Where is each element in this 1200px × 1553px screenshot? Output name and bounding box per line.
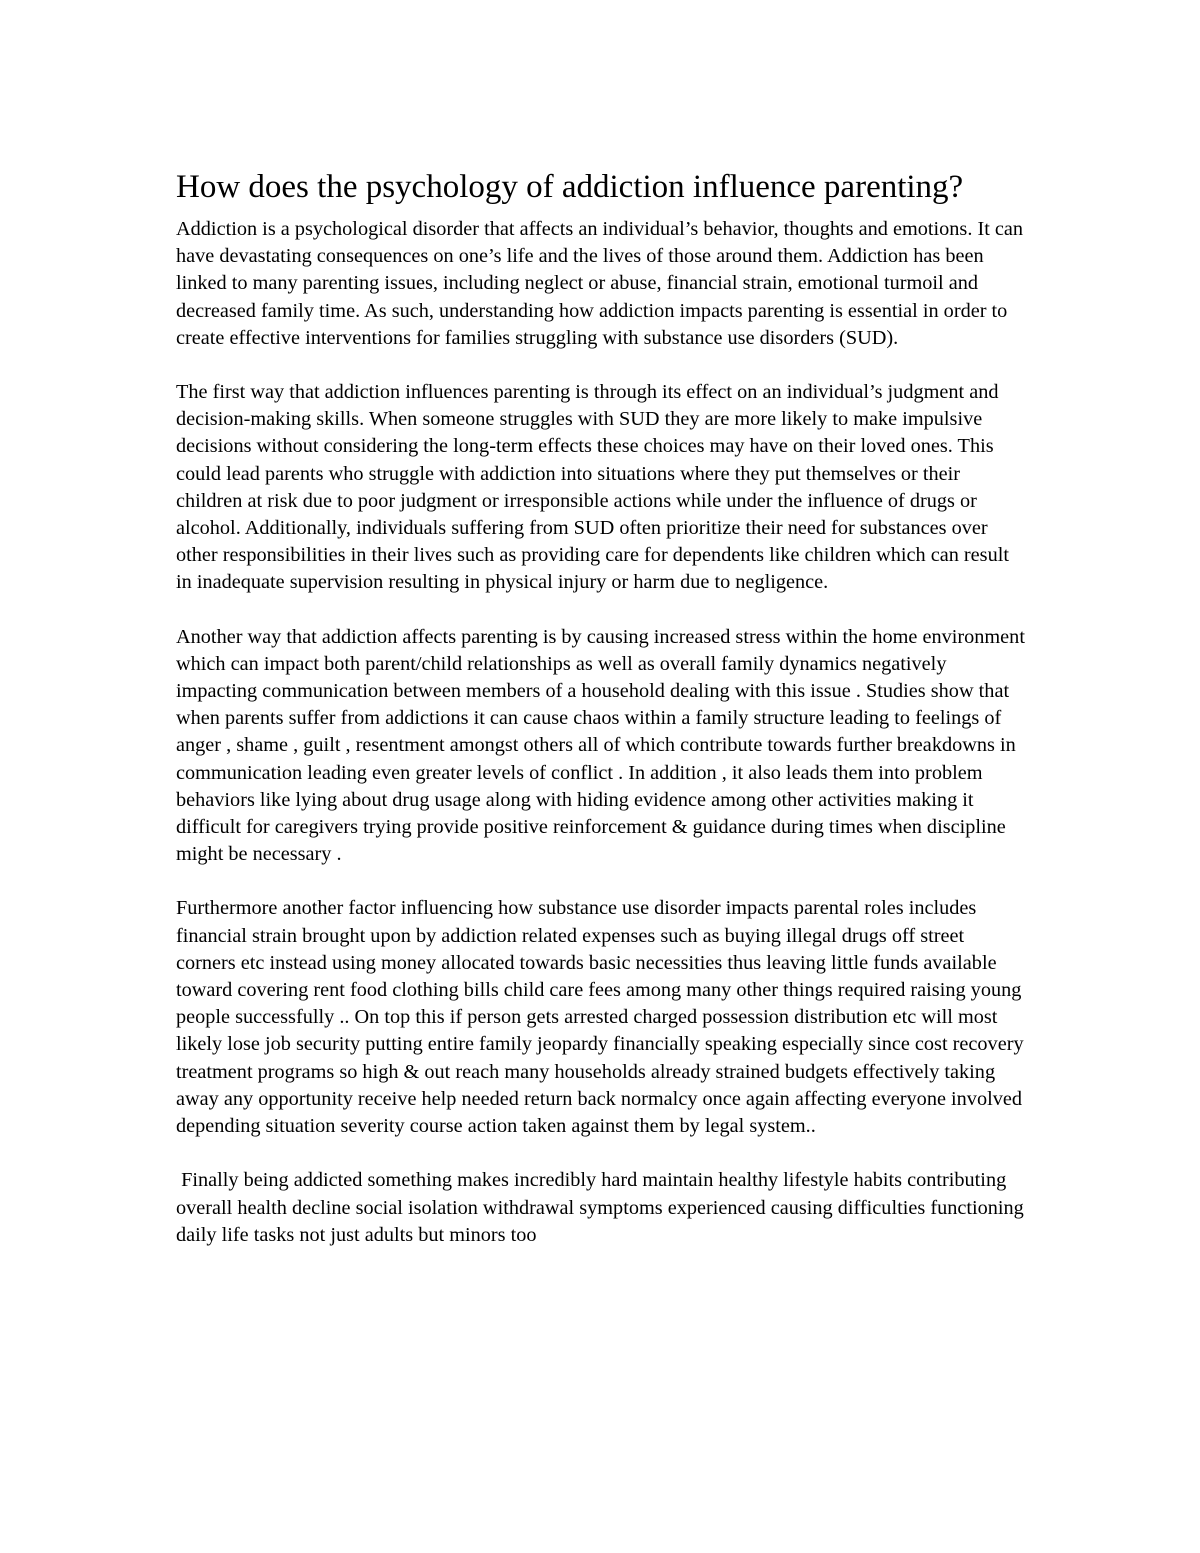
paragraph-intro: Addiction is a psychological disorder that affects an individual’s behavior, thoughts and emotions. It can have devastating consequences on one’s life and the lives of those around them. Addiction has been linked to many parenting issues, including neglect or abuse, financial strain, emotional turmoil and decreased family time. As such, understanding how addiction impacts parenting is essential in order to create effective interventions for families struggling with substance use disorders (SUD). bbox=[176, 218, 1024, 349]
paragraph-stress: Another way that addiction affects parenting is by causing increased stress within the home environment which can impact both parent/child relationships as well as overall family dynamics negatively impacting communication between members of a household dealing with this issue . Studies show that when parents suffer from addictions it can cause chaos within a family structure leading to feelings of anger , shame , guilt , resentment amongst others all of which contribute towards further breakdowns in communication leading even greater levels of conflict . In addition , it also leads them into problem behaviors like lying about drug usage along with hiding evidence among other activities making it difficult for caregivers trying provide positive reinforcement & guidance during times when discipline might be necessary . bbox=[176, 625, 1025, 866]
document-title: How does the psychology of addiction influence parenting? bbox=[176, 169, 964, 205]
document-body bbox=[176, 168, 1029, 1276]
paragraph-judgment: The first way that addiction influences parenting is through its effect on an individual’s judgment and decision-making skills. When someone struggles with SUD they are more likely to make impulsive decisions without considering the long-term effects these choices may have on their loved ones. This could lead parents who struggle with addiction into situations where they put themselves or their children at risk due to poor judgment or irresponsible actions while under the influence of drugs or alcohol. Additionally, individuals suffering from SUD often prioritize their need for substances over other responsibilities in their lives such as providing care for dependents like children which can result in inadequate supervision resulting in physical injury or harm due to negligence. bbox=[176, 381, 1009, 594]
paragraph-health: Finally being addicted something makes incredibly hard maintain healthy lifestyle habits contributing overall health decline social isolation withdrawal symptoms experienced causing difficulties functioning daily life tasks not just adults but minors too bbox=[176, 1169, 1029, 1246]
paragraph-financial: Furthermore another factor influencing how substance use disorder impacts parental roles includes financial strain brought upon by addiction related expenses such as buying illegal drugs off street corners etc instead using money allocated towards basic necessities thus leaving little funds available toward covering rent food clothing bills child care fees among many other things required raising young people successfully .. On top this if person gets arrested charged possession distribution etc will most likely lose job security putting entire family jeopardy financially speaking especially since cost recovery treatment programs so high & out reach many households already strained budgets effectively taking away any opportunity receive help needed return back normalcy once again affecting everyone involved depending situation severity course action taken against them by legal system.. bbox=[176, 897, 1024, 1138]
